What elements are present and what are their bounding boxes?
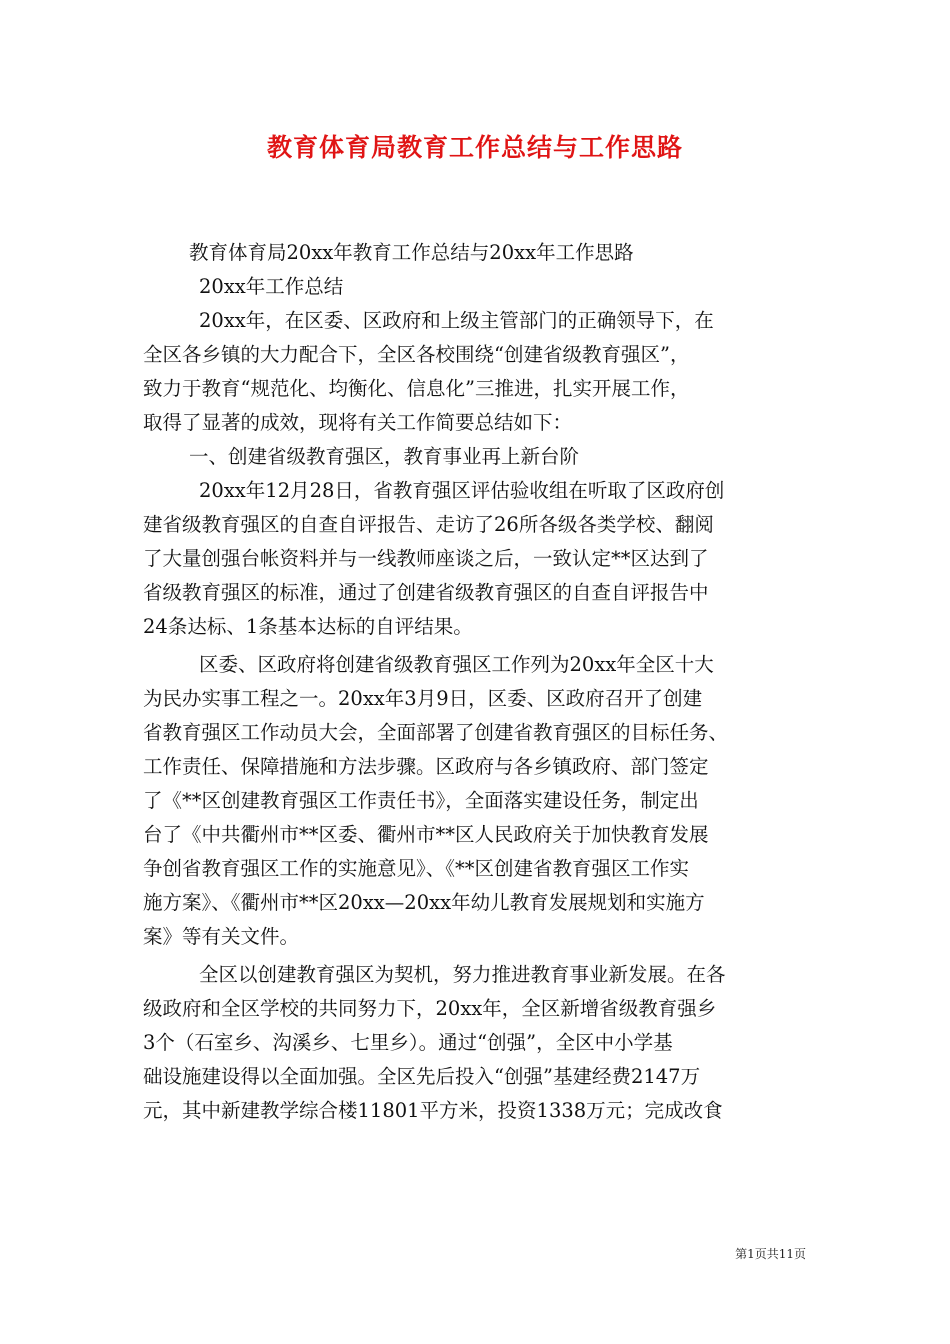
paragraph-line: 24条达标、1条基本达标的自评结果。 <box>143 615 473 638</box>
paragraph-line: 元，其中新建教学综合楼11801平方米，投资1338万元；完成改食 <box>143 1099 723 1122</box>
paragraph-line: 区委、区政府将创建省级教育强区工作列为20xx年全区十大 <box>199 653 714 676</box>
document-body <box>143 236 807 1128</box>
document-title: 教育体育局教育工作总结与工作思路 <box>266 133 683 162</box>
paragraph-line: 省教育强区工作动员大会，全面部署了创建省教育强区的目标任务、 <box>143 721 729 744</box>
paragraph-line: 为民办实事工程之一。20xx年3月9日，区委、区政府召开了创建 <box>143 687 703 710</box>
paragraph-line: 取得了显著的成效，现将有关工作简要总结如下： <box>143 411 573 434</box>
paragraph-line: 了大量创强台帐资料并与一线教师座谈之后，一致认定**区达到了 <box>143 547 709 570</box>
paragraph-line: 省级教育强区的标准，通过了创建省级教育强区的自查自评报告中 <box>143 581 709 604</box>
paragraph-line: 台了《中共衢州市**区委、衢州市**区人民政府关于加快教育发展 <box>143 823 709 846</box>
paragraph-line: 3个（石室乡、沟溪乡、七里乡）。通过“创强”，全区中小学基 <box>143 1031 673 1054</box>
paragraph-line: 案》等有关文件。 <box>143 925 300 948</box>
paragraph-line: 建省级教育强区的自查自评报告、走访了26所各级各类学校、翻阅 <box>143 513 714 536</box>
paragraph-line: 全区以创建教育强区为契机，努力推进教育事业新发展。在各 <box>199 963 726 986</box>
paragraph-line: 础设施建设得以全面加强。全区先后投入“创强”基建经费2147万 <box>143 1065 701 1088</box>
section-heading-line: 一、创建省级教育强区，教育事业再上新台阶 <box>189 445 580 468</box>
paragraph-line: 争创省教育强区工作的实施意见》、《**区创建省教育强区工作实 <box>143 857 690 880</box>
paragraph-line: 20xx年12月28日，省教育强区评估验收组在听取了区政府创 <box>199 479 725 502</box>
section-heading-line: 20xx年工作总结 <box>199 275 344 298</box>
paragraph-line: 全区各乡镇的大力配合下，全区各校围绕“创建省级教育强区”， <box>143 343 690 366</box>
paragraph-line: 施方案》、《衢州市**区20xx—20xx年幼儿教育发展规划和实施方 <box>143 891 705 914</box>
paragraph-line: 20xx年，在区委、区政府和上级主管部门的正确领导下，在 <box>199 309 714 332</box>
paragraph-line: 级政府和全区学校的共同努力下，20xx年，全区新增省级教育强乡 <box>143 997 717 1020</box>
paragraph-line: 工作责任、保障措施和方法步骤。区政府与各乡镇政府、部门签定 <box>143 755 709 778</box>
paragraph-line: 致力于教育“规范化、均衡化、信息化”三推进，扎实开展工作， <box>143 377 690 400</box>
page-number: 第1页共11页 <box>735 1247 806 1261</box>
paragraph-line: 了《**区创建教育强区工作责任书》，全面落实建设任务，制定出 <box>143 789 699 812</box>
subtitle-line: 教育体育局20xx年教育工作总结与20xx年工作思路 <box>189 241 634 264</box>
